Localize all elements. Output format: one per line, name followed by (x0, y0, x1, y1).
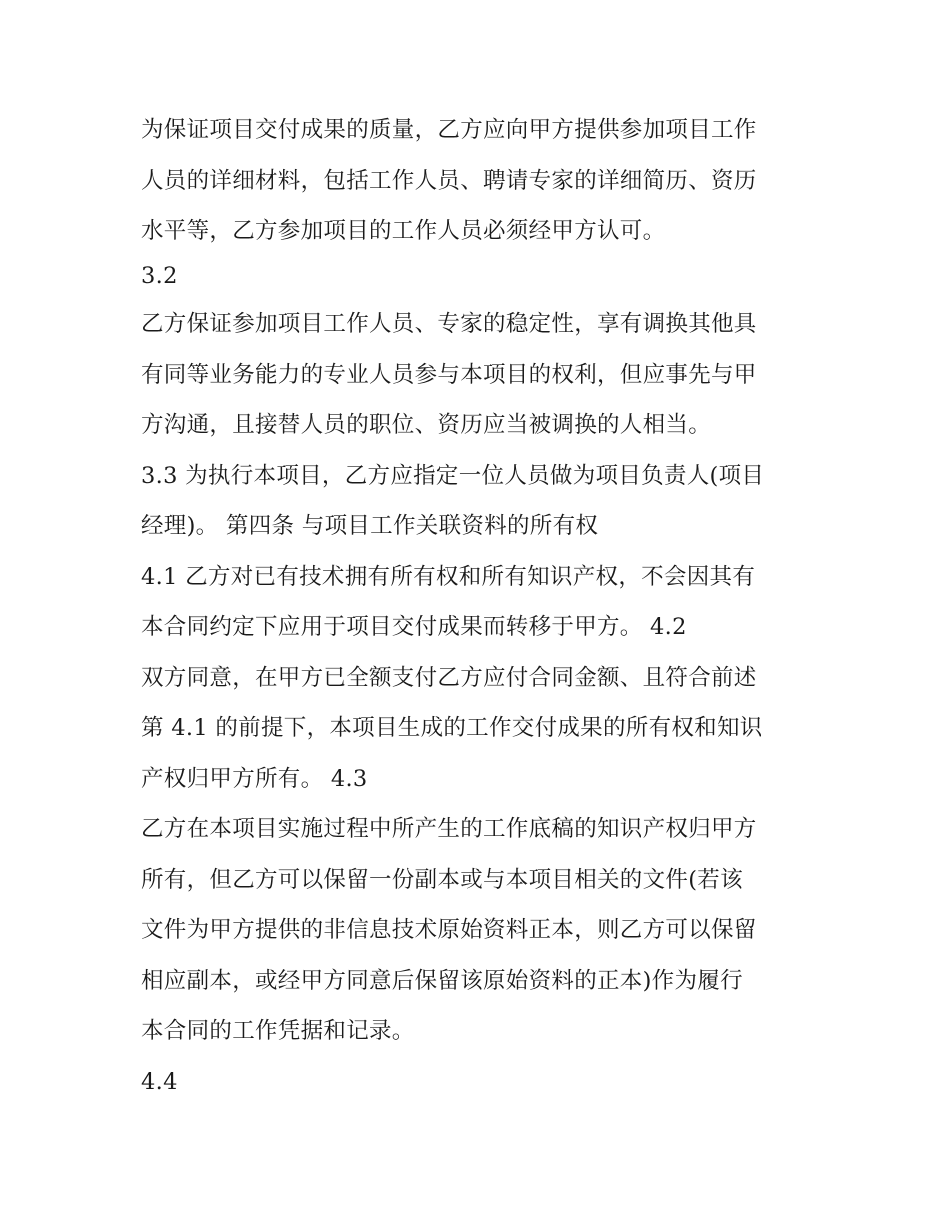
text-line: 产权归甲方所有。 4.3 (141, 766, 368, 792)
text-line: 乙方保证参加项目工作人员、专家的稳定性，享有调换其他具 (141, 311, 757, 337)
text-line: 本合同的工作凭据和记录。 (141, 1018, 415, 1044)
text-line: 双方同意，在甲方已全额支付乙方应付合同金额、且符合前述 (141, 665, 757, 691)
section-number: 4.4 (141, 1069, 178, 1095)
text-line: 相应副本，或经甲方同意后保留该原始资料的正本)作为履行 (141, 968, 743, 994)
text-line: 水平等，乙方参加项目的工作人员必须经甲方认可。 (141, 218, 666, 244)
text-line: 方沟通，且接替人员的职位、资历应当被调换的人相当。 (141, 412, 712, 438)
text-line: 经理)。 第四条 与项目工作关联资料的所有权 (141, 513, 599, 539)
text-line: 乙方在本项目实施过程中所产生的工作底稿的知识产权归甲方 (141, 816, 757, 842)
text-line: 人员的详细材料，包括工作人员、聘请专家的详细简历、资历 (141, 168, 757, 194)
text-line: 第 4.1 的前提下，本项目生成的工作交付成果的所有权和知识 (141, 715, 763, 741)
text-line: 本合同约定下应用于项目交付成果而转移于甲方。 4.2 (141, 614, 687, 640)
text-line: 3.3 为执行本项目，乙方应指定一位人员做为项目负责人(项目 (141, 463, 765, 489)
text-line: 4.1 乙方对已有技术拥有所有权和所有知识产权，不会因其有 (141, 564, 756, 590)
text-line: 有同等业务能力的专业人员参与本项目的权利，但应事先与甲 (141, 362, 757, 388)
text-line: 为保证项目交付成果的质量，乙方应向甲方提供参加项目工作 (141, 117, 757, 143)
text-line: 所有，但乙方可以保留一份副本或与本项目相关的文件(若该 (141, 867, 743, 893)
section-number: 3.2 (141, 263, 178, 289)
text-line: 文件为甲方提供的非信息技术原始资料正本，则乙方可以保留 (141, 917, 757, 943)
